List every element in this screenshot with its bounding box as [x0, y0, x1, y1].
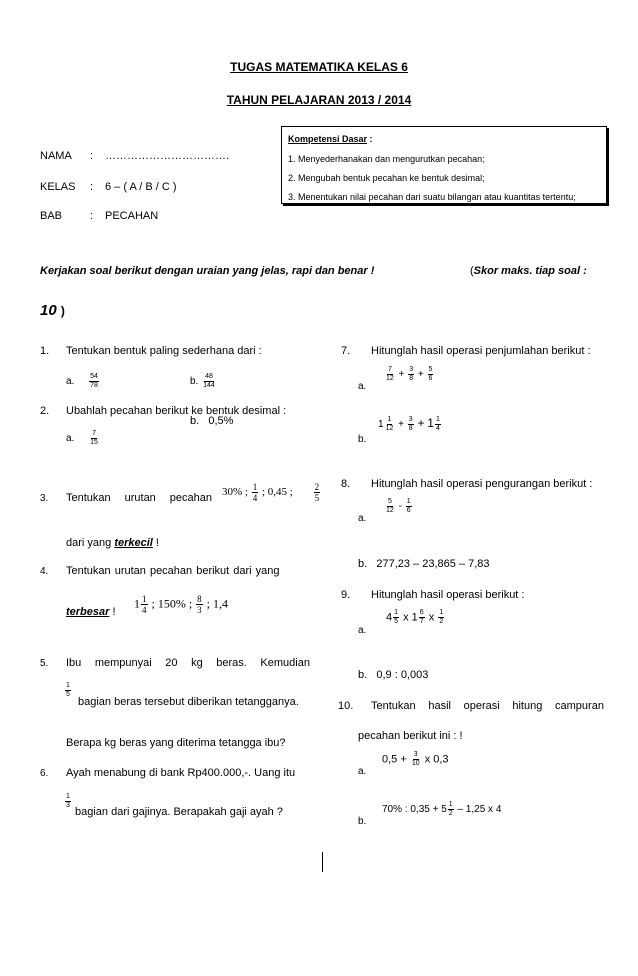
question-5-text: Ibu mempunyai 20 kg beras. Kemudian — [66, 657, 310, 669]
bab-colon: : — [90, 210, 94, 222]
question-3-line2: dari yang terkecil ! — [66, 537, 159, 549]
question-7b-label: b. — [358, 434, 367, 445]
question-4-text: Tentukan urutan pecahan berikut dari yang — [66, 565, 280, 577]
question-6-text: Ayah menabung di bank Rp400.000,-. Uang itu — [66, 767, 296, 779]
column-divider — [322, 852, 323, 872]
question-8a-label: a. — [358, 513, 367, 524]
question-5-line2: bagian beras tersebut diberikan tetangganya. — [78, 696, 299, 708]
question-6-fraction: $\frac{1}{3}$ — [66, 793, 70, 810]
bab-label: BAB — [40, 210, 63, 222]
question-10-number: 10. — [338, 700, 354, 712]
question-9-text: Hitunglah hasil operasi berikut : — [371, 589, 525, 601]
instruction-text: Kerjakan soal berikut dengan uraian yang jelas, rapi dan benar ! — [40, 265, 375, 277]
question-2b: b. 0,5% — [190, 415, 234, 427]
question-4-line2: terbesar ! — [66, 606, 116, 618]
question-9-number: 9. — [341, 589, 351, 601]
question-8-number: 8. — [341, 478, 351, 490]
question-2-text: Ubahlah pecahan berikut ke bentuk desimal : — [66, 405, 287, 417]
kelas-value: 6 – ( A / B / C ) — [105, 181, 177, 193]
question-9b: b. 0,9 : 0,003 — [358, 669, 429, 681]
question-3-expression: 30% ; $\frac{1}{4}$ ; 0,45 ; $\frac{2}{5}$ — [222, 482, 320, 503]
question-10a-label: a. — [358, 766, 367, 777]
nama-colon: : — [90, 150, 94, 162]
question-5-fraction: $\frac{1}{5}$ — [66, 682, 70, 699]
question-6-number: 6. — [40, 768, 49, 779]
kelas-colon: : — [90, 181, 94, 193]
question-6-line2: bagian dari gajinya. Berapakah gaji ayah ? — [75, 806, 283, 818]
score-value: 10 ) — [40, 302, 65, 319]
kompetensi-box[interactable] — [281, 126, 607, 204]
bab-value: PECAHAN — [105, 210, 159, 222]
question-1a: a. $\frac{54}{78}$ — [66, 373, 98, 389]
score-note: (Skor maks. tiap soal : — [470, 265, 587, 277]
question-1b: b. $\frac{48}{144}$ — [190, 373, 215, 389]
question-10-line2: pecahan berikut ini : ! — [358, 730, 463, 742]
question-10b-label: b. — [358, 816, 367, 827]
question-2-number: 2. — [40, 405, 50, 417]
kompetensi-title: Kompetensi Dasar : — [288, 134, 373, 144]
kelas-label: KELAS — [40, 181, 76, 193]
page-subtitle: TAHUN PELAJARAN 2013 / 2014 — [226, 93, 412, 107]
question-10-text: Tentukan hasil operasi hitung campuran — [371, 700, 604, 712]
question-3-text: Tentukan urutan pecahan — [66, 492, 212, 504]
question-8-text: Hitunglah hasil operasi pengurangan berikut : — [371, 478, 593, 490]
kompetensi-item: 3. Menentukan nilai pecahan dari suatu bilangan atau kuantitas tertentu; — [288, 192, 576, 202]
question-5-number: 5. — [40, 658, 49, 669]
question-10a: 0,5 + $\frac{3}{10}$ x 0,3 — [382, 751, 449, 767]
question-7-text: Hitunglah hasil operasi penjumlahan berikut : — [371, 345, 591, 357]
kompetensi-item: 1. Menyederhanakan dan mengurutkan pecahan; — [288, 154, 485, 164]
question-7b: 1 $\frac{1}{12}$ + $\frac{3}{8}$ + 1 $\frac{1}{4}$ — [378, 416, 440, 432]
page-title: TUGAS MATEMATIKA KELAS 6 — [230, 60, 408, 74]
question-1-text: Tentukan bentuk paling sederhana dari : — [66, 345, 262, 357]
question-5-line3: Berapa kg beras yang diterima tetangga ibu? — [66, 737, 286, 749]
question-9a: 4 $\frac{1}{5}$ x 1 $\frac{6}{7}$ x $\frac{1}{2}$ — [386, 609, 444, 625]
question-4-number: 4. — [40, 566, 49, 577]
question-9a-label: a. — [358, 625, 367, 636]
nama-value: ……………………………. — [105, 150, 230, 162]
question-2a: a. $\frac{7}{15}$ — [66, 430, 98, 446]
question-3-number: 3. — [40, 493, 49, 504]
question-10b: 70% : 0,35 + 5 $\frac{1}{2}$ – 1,25 x 4 — [382, 801, 502, 817]
question-8a: $\frac{5}{12}$ - $\frac{1}{6}$ — [386, 498, 411, 514]
question-7-number: 7. — [341, 345, 351, 357]
question-8b: b. 277,23 – 23,865 – 7,83 — [358, 558, 490, 570]
nama-label: NAMA — [40, 150, 72, 162]
question-7a-label: a. — [358, 381, 367, 392]
question-7a: $\frac{7}{12}$ + $\frac{3}{8}$ + $\frac{5}{6}$ — [386, 366, 433, 382]
question-4-expression: 1 $\frac{1}{4}$ ; 150% ; $\frac{8}{3}$ ; 1,4 — [134, 594, 229, 615]
question-1-number: 1. — [40, 345, 50, 357]
kompetensi-item: 2. Mengubah bentuk pecahan ke bentuk desimal; — [288, 173, 485, 183]
